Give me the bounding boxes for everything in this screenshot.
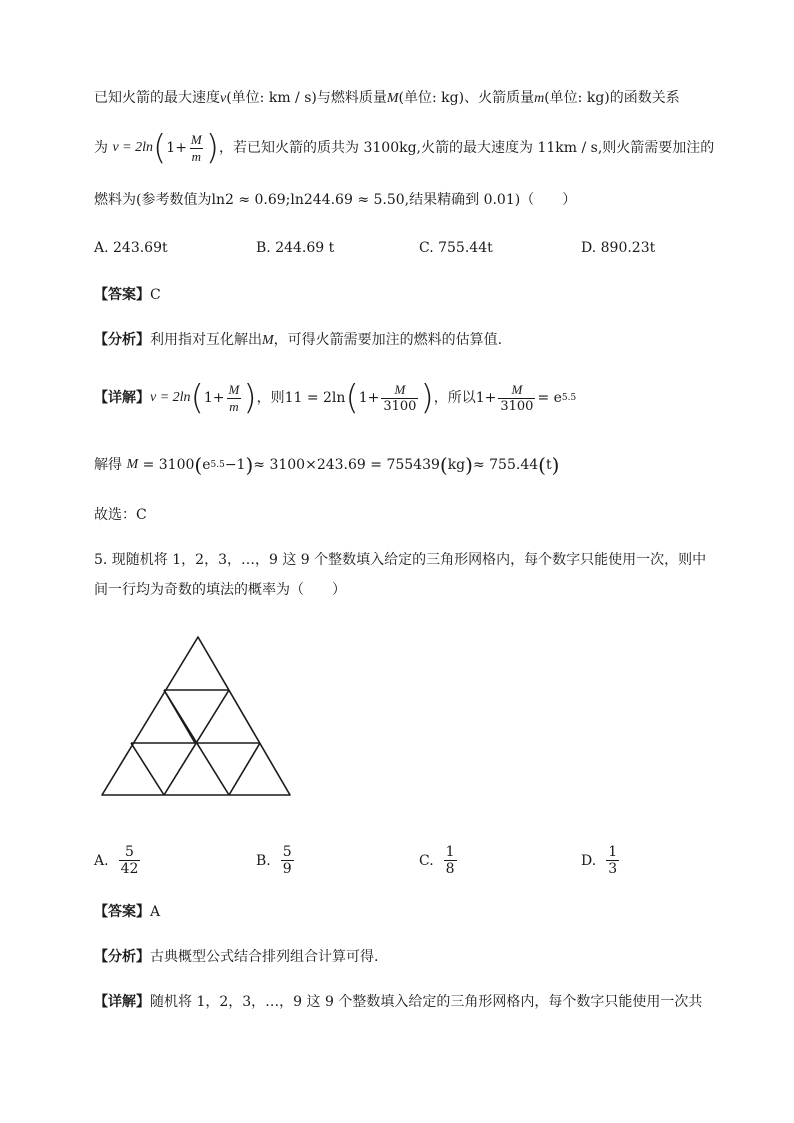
q5-answer: 【答案】A <box>94 904 161 920</box>
q4-stem-line-2: 为 v = 2ln ( 1+ $\frac{M}{m}$ ) ，若已知火箭的质共为 3100kg,火箭的最大速度为 11km / s,则火箭需要加注的 <box>94 128 715 168</box>
q4-stem-line-1: 已知火箭的最大速度v(单位: km / s)与燃料质量M(单位: kg)、火箭质量m(单位: kg)的函数关系 <box>94 90 680 106</box>
q5-stem-line-2: 间一行均为奇数的填法的概率为（ ） <box>94 582 346 598</box>
formula-fraction: $\frac{M}{m}$ <box>190 131 202 164</box>
q4-option-a: A. 243.69t <box>94 240 168 256</box>
q5-detail: 【详解】随机将 1，2，3，…，9 这 9 个整数填入给定的三角形网格内，每个数字只能使用一次共 <box>94 994 703 1010</box>
q4-detail: 【详解】 v = 2ln ( 1+ $\frac{M}{m}$ ) ，则11 = 2ln ( 1+ $\frac{M}{3100}$ ) ，所以1+ $\frac{M}{3100}$ = e 5.5 <box>94 378 577 418</box>
q5-option-d: D. $\frac{1}{3}$ <box>581 844 618 877</box>
q4-solve: 解得 M = 3100 ( e 5.5 −1 ) ≈ 3100×243.69 = 755439 ( kg ) ≈ 755.44 ( t ) <box>94 453 560 477</box>
q4-option-c: C. 755.44t <box>419 240 493 256</box>
q5-option-c: C. $\frac{1}{8}$ <box>419 844 455 877</box>
q4-option-b: B. 244.69 t <box>256 240 335 256</box>
q5-stem-line-1: 5. 现随机将 1，2，3，…，9 这 9 个整数填入给定的三角形网格内，每个数字只能使用一次，则中 <box>94 552 707 568</box>
q5-option-b: B. $\frac{5}{9}$ <box>256 844 292 877</box>
q4-stem-line-3: 燃料为(参考数值为ln2 ≈ 0.69;ln244.69 ≈ 5.50,结果精确到 0.01)（ ） <box>94 192 577 208</box>
q4-analysis: 【分析】利用指对互化解出M，可得火箭需要加注的燃料的估算值. <box>94 332 503 348</box>
q5-analysis: 【分析】古典概型公式结合排列组合计算可得. <box>94 949 379 965</box>
q4-option-d: D. 890.23t <box>581 240 656 256</box>
q4-answer: 【答案】C <box>94 287 161 303</box>
outer-triangle <box>102 637 290 795</box>
triangle-grid-figure <box>98 634 294 800</box>
q4-choose: 故选：C <box>94 507 147 523</box>
q5-option-a: A. $\frac{5}{42}$ <box>94 844 139 877</box>
